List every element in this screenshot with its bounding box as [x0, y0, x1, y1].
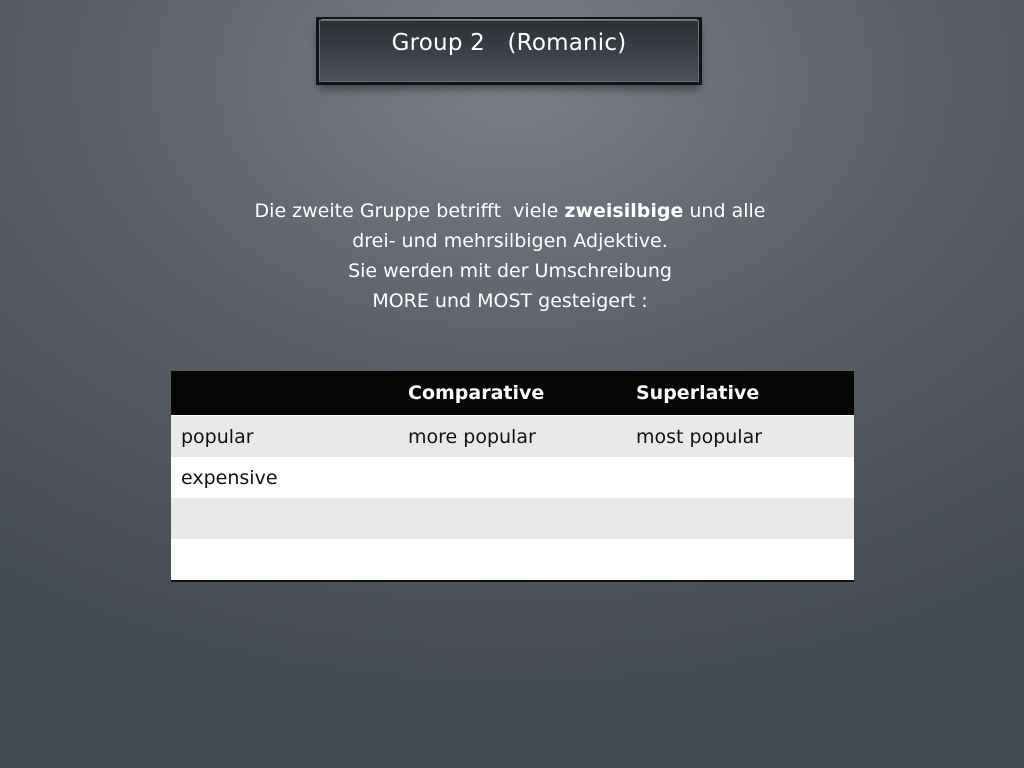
table-cell — [171, 539, 398, 581]
table-cell: more popular — [398, 416, 626, 458]
table-header-row — [171, 371, 854, 416]
table-row — [171, 498, 854, 539]
header-superlative: Superlative — [626, 371, 854, 416]
table-cell — [398, 498, 626, 539]
table-cell — [398, 457, 626, 498]
header-adjective — [171, 371, 398, 416]
slide-title: Group 2 (Romanic) — [391, 30, 627, 56]
body-line-1 — [140, 196, 880, 226]
slide-title-box — [316, 17, 702, 85]
table-cell — [398, 539, 626, 581]
table-row — [171, 457, 854, 498]
body-line-1-end: und alle — [683, 200, 766, 222]
table-row — [171, 416, 854, 458]
body-line-4: MORE und MOST gesteigert : — [372, 290, 648, 312]
table-cell — [626, 498, 854, 539]
table-cell: most popular — [626, 416, 854, 458]
body-line-1-start: Die zweite Gruppe betrifft viele — [254, 200, 565, 222]
table-cell — [626, 539, 854, 581]
table-cell — [626, 457, 854, 498]
body-line-3: Sie werden mit der Umschreibung — [348, 260, 672, 282]
adjective-table — [171, 371, 854, 582]
slide-body-text — [140, 196, 880, 316]
table-cell: popular — [171, 416, 398, 458]
table-row — [171, 539, 854, 581]
body-line-2: drei- und mehrsilbigen Adjektive. — [352, 230, 668, 252]
table-cell — [171, 498, 398, 539]
header-comparative: Comparative — [398, 371, 626, 416]
body-line-1-bold: zweisilbige — [564, 200, 684, 222]
table-cell: expensive — [171, 457, 398, 498]
